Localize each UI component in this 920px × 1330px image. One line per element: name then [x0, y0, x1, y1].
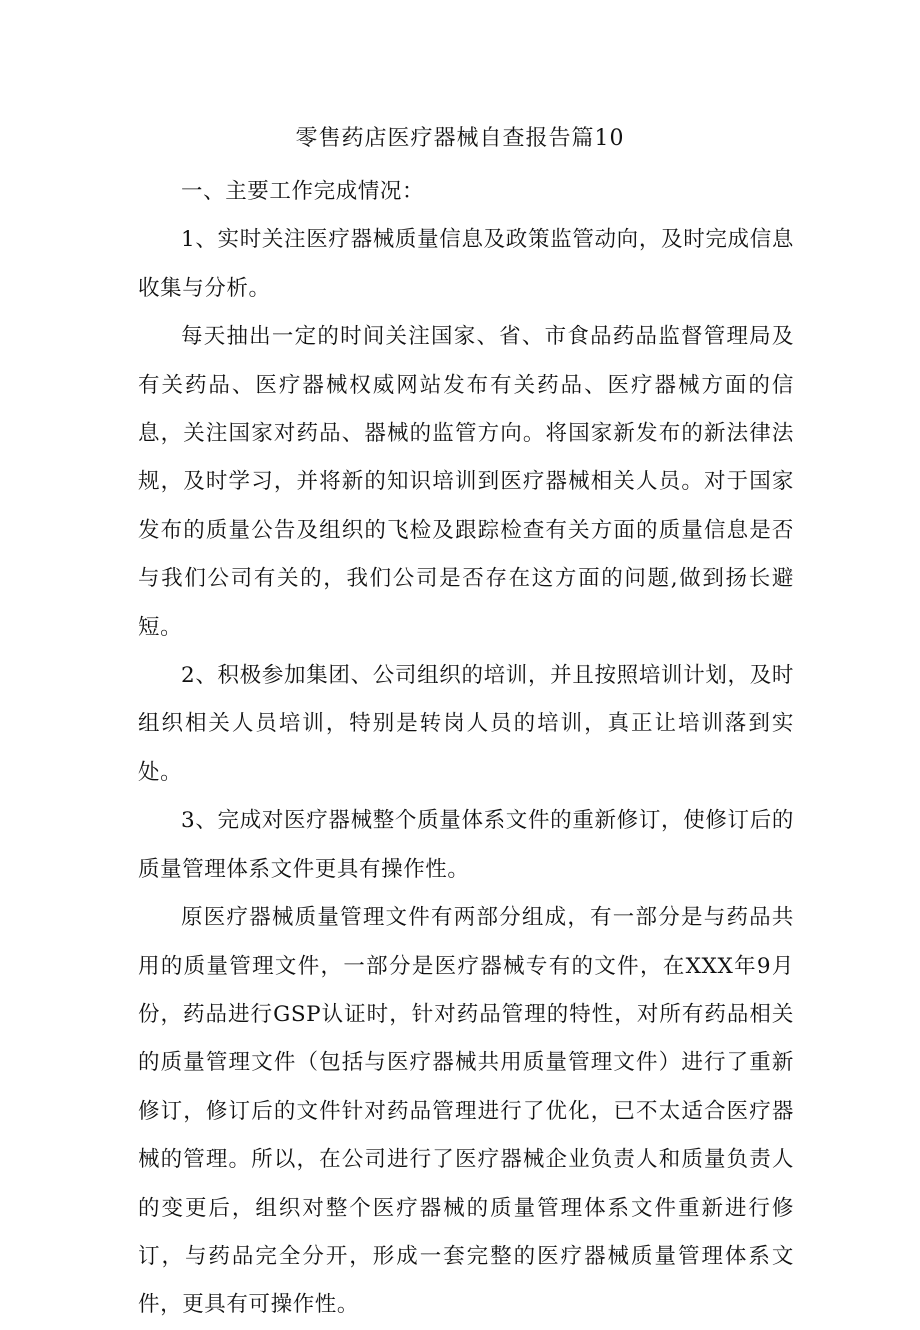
paragraph-item-2: 2、积极参加集团、公司组织的培训，并且按照培训计划，及时组织相关人员培训，特别是转岗人员的培训，真正让培训落到实处。	[138, 663, 794, 785]
paragraph-item-3: 3、完成对医疗器械整个质量体系文件的重新修订，使修订后的质量管理体系文件更具有操作性。	[138, 808, 794, 882]
document-title: 零售药店医疗器械自查报告篇10	[295, 126, 625, 151]
paragraph-item-1: 1、实时关注医疗器械质量信息及政策监管动向，及时完成信息收集与分析。	[138, 227, 794, 301]
document-body	[138, 168, 794, 1330]
section-heading: 一、主要工作完成情况：	[181, 179, 425, 204]
paragraph-item-3-detail: 原医疗器械质量管理文件有两部分组成，有一部分是与药品共用的质量管理文件，一部分是医疗器械专有的文件，在XXX年9月份，药品进行GSP认证时，针对药品管理的特性，对所有药品相关的质量管理文件（包括与医疗器械共用质量管理文件）进行了重新修订，修订后的文件针对药品管理进行了优化，已不太适合医疗器械的管理。所以，在公司进行了医疗器械企业负责人和质量负责人的变更后，组织对整个医疗器械的质量管理体系文件重新进行修订，与药品完全分开，形成一套完整的医疗器械质量管理体系文件，更具有可操作性。	[138, 905, 794, 1318]
paragraph-item-1-detail: 每天抽出一定的时间关注国家、省、市食品药品监督管理局及有关药品、医疗器械权威网站发布有关药品、医疗器械方面的信息，关注国家对药品、器械的监管方向。将国家新发布的新法律法规，及时学习，并将新的知识培训到医疗器械相关人员。对于国家发布的质量公告及组织的飞检及跟踪检查有关方面的质量信息是否与我们公司有关的，我们公司是否存在这方面的问题,做到扬长避短。	[138, 324, 794, 640]
